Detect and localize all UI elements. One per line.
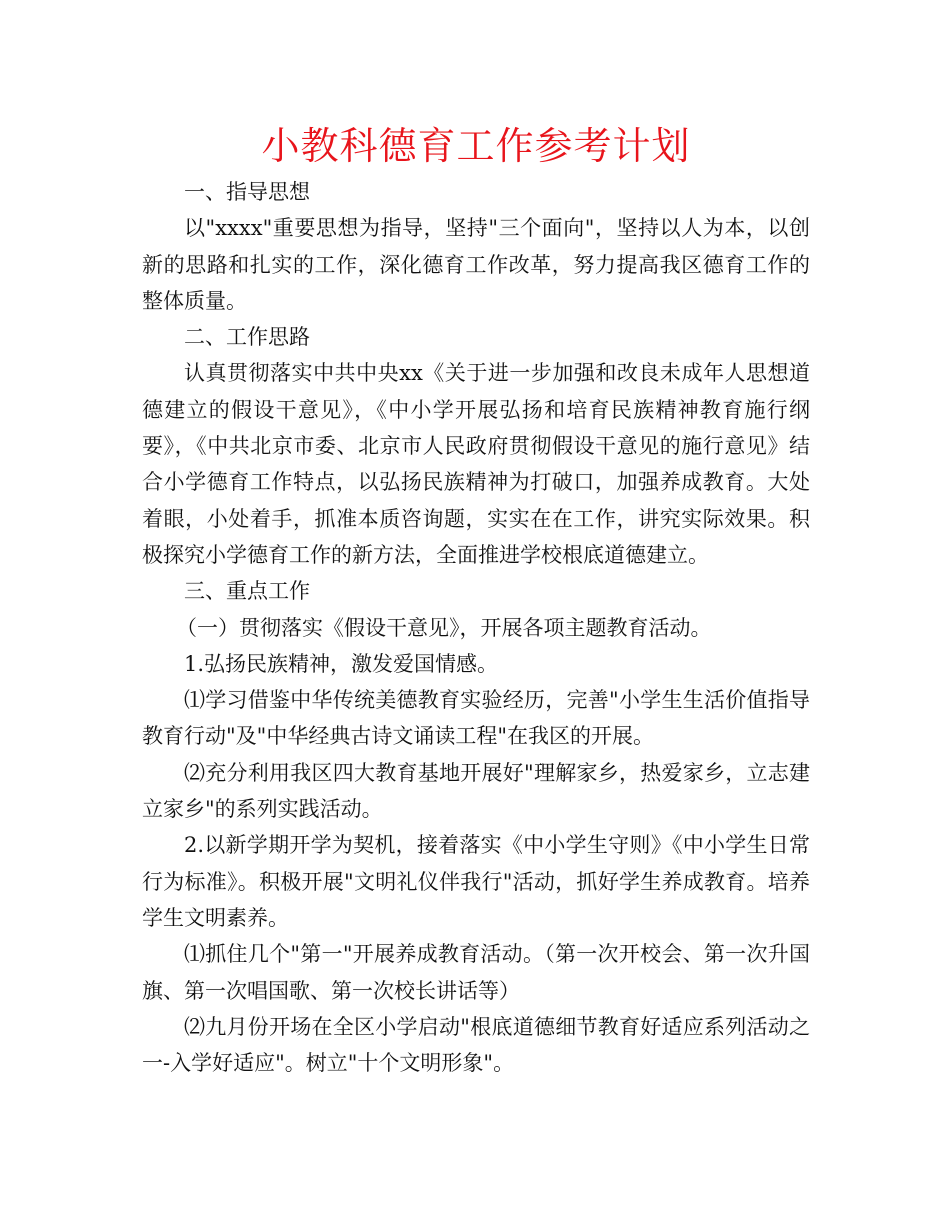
document-body [142,118,810,1081]
section-heading: 三、重点工作 [184,579,310,604]
list-item: ⑴抓住几个"第一"开展养成教育活动。（第一次开校会、第一次升国旗、第一次唱国歌、第一次校长讲话等） [142,942,810,1003]
document-title: 小教科德育工作参考计划 [261,124,691,168]
list-item: ⑴学习借鉴中华传统美德教育实验经历，完善"小学生生活价值指导教育行动"及"中华经典古诗文诵读工程"在我区的开展。 [142,688,810,749]
list-item: ⑵充分利用我区四大教育基地开展好"理解家乡，热爱家乡，立志建立家乡"的系列实践活动。 [142,760,810,822]
paragraph: 以"xxxx"重要思想为指导，坚持"三个面向"，坚持以人为本，以创新的思路和扎实的工作，深化德育工作改革，努力提高我区德育工作的整体质量。 [142,216,810,313]
list-item: ⑵九月份开场在全区小学启动"根底道德细节教育好适应系列活动之一-入学好适应"。树立"十个文明形象"。 [142,1014,810,1076]
paragraph: 认真贯彻落实中共中央xx《关于进一步加强和改良未成年人思想道德建立的假设干意见》，《中小学开展弘扬和培育民族精神教育施行纲要》，《中共北京市委、北京市人民政府贯彻假设干意见的施行意见》结合小学德育工作特点，以弘扬民族精神为打破口，加强养成教育。大处着眼，小处着手，抓准本质咨询题，实实在在工作，讲究实际效果。积极探究小学德育工作的新方法，全面推进学校根底道德建立。 [142,361,810,567]
section-heading: 二、工作思路 [184,325,310,350]
list-item-heading: 2.以新学期开学为契机，接着落实《中小学生守则》《中小学生日常行为标准》。积极开展"文明礼仪伴我行"活动，抓好学生养成教育。培养学生文明素养。 [142,833,810,930]
list-item-heading: 1.弘扬民族精神，激发爱国情感。 [184,651,499,676]
section-heading: 一、指导思想 [184,180,310,204]
subsection-heading: （一）贯彻落实《假设干意见》，开展各项主题教育活动。 [176,615,712,640]
